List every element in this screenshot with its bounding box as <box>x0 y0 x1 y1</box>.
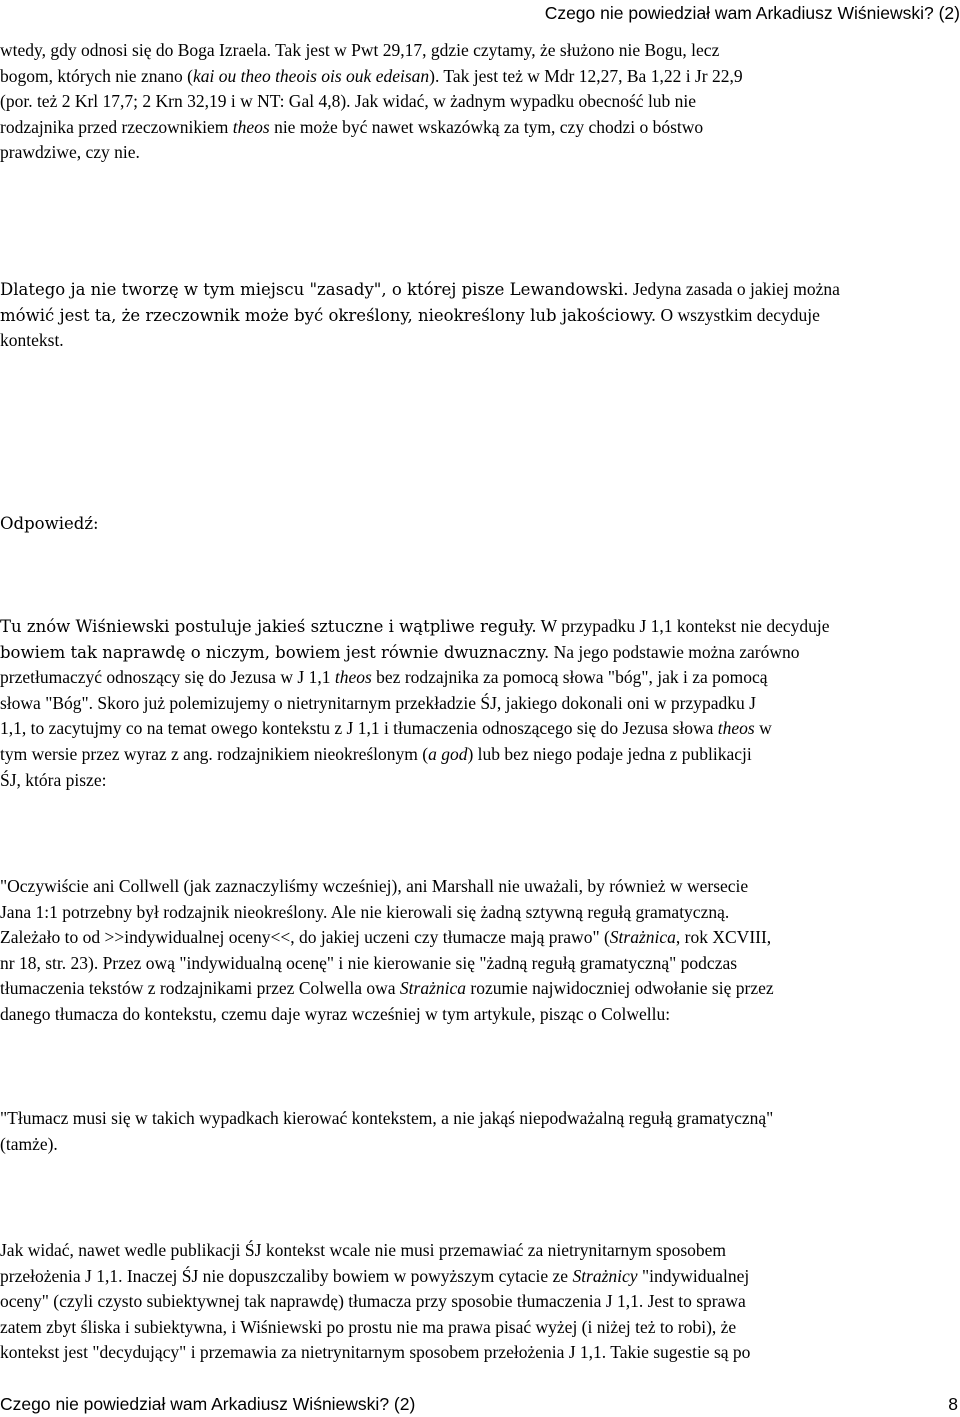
text-run: bowiem tak naprawdę o niczym, bowiem jest równie dwuznaczny. <box>0 642 550 662</box>
text-run: Jedyna zasada o jakiej można <box>632 279 840 299</box>
text-run: W przypadku J 1,1 kontekst nie decyduje <box>540 616 830 636</box>
paragraph-2 <box>0 277 960 354</box>
italic-title: Strażnica <box>399 978 467 999</box>
paragraph-7 <box>0 1238 960 1366</box>
text-run: w tym wersie przez wyraz z ang. rodzajnikiem nieokreślonym ( <box>0 718 772 764</box>
text-run: Na jego podstawie można zarówno przetłumaczyć odnoszący się do Jezusa w J 1,1 <box>0 641 800 688</box>
italic-title: Strażnica <box>609 927 676 948</box>
answer-heading <box>0 511 960 537</box>
italic-term: theos <box>717 718 755 739</box>
italic-term: theos <box>334 667 372 688</box>
text-run: ) lub bez niego podaje jedna z publikacji ŚJ, która pisze: <box>0 743 752 790</box>
italic-title: Strażnicy <box>572 1265 638 1286</box>
text-run: nie może być nawet wskazówką za tym, czy chodzi o bóstwo prawdziwe, czy nie. <box>0 116 704 163</box>
text-run: O wszystkim decyduje kontekst. <box>0 304 820 351</box>
text-run: mówić jest ta, że rzeczownik może być określony, nieokreślony lub jakościowy. <box>0 305 657 325</box>
text-run: "indywidualnej oceny" (czyli czysto subiektywnej tak naprawdę) tłumacza przy sposobie tłumaczenia J 1,1. Jest to sprawa zatem zbyt śliska i subiektywna, i Wiśniewski po prostu nie ma prawa pisać wyżej (i niżej też to robi), że kontekst jest "decydujący" i przemawia za nietrynitarnym sposobem przełożenia J 1,1. Takie sugestie są po <box>0 1265 751 1363</box>
text-run: , rok XCVIII, nr 18, str. 23). Przez ową "indywidualną ocenę" i nie kierowanie się "żadną regułą gramatyczną" podczas tłumaczenia tekstów z rodzajnikami przez Colwella owa <box>0 927 772 999</box>
text-run: wtedy, gdy odnosi się do Boga Izraela. Tak jest w Pwt 29,17, gdzie czytamy, że służono nie Bogu, lecz bogom, których nie znano ( <box>0 40 720 86</box>
quote-paragraph-2 <box>0 1106 960 1157</box>
paragraph-1 <box>0 38 960 166</box>
italic-term: theos <box>232 116 270 137</box>
paragraph-4 <box>0 614 960 793</box>
page-number: 8 <box>948 1394 958 1414</box>
text-run: "Oczywiście ani Collwell (jak zaznaczyliśmy wcześniej), ani Marshall nie uważali, by również w wersecie Jana 1:1 potrzebny był rodzajnik nieokreślony. Ale nie kierowali się żadną sztywną regułą gramatyczną. Zależało to od >>indywidualnej oceny<<, do jakiej uczeni czy tłumacze mają prawo" ( <box>0 876 749 948</box>
text-run: Odpowiedź: <box>0 514 99 533</box>
text-run: Tu znów Wiśniewski postuluje jakieś sztuczne i wątpliwe reguły. <box>0 617 537 636</box>
text-run: bez rodzajnika za pomocą słowa "bóg", jak i za pomocą słowa "Bóg". Skoro już polemizujemy o nietrynitarnym przekładzie ŚJ, jakiego dokonali oni w przypadku J 1,1, to zacytujmy co na temat owego kontekstu z J 1,1 i tłumaczenia odnoszącego się do Jezusa słowa <box>0 667 768 739</box>
page-footer <box>0 1392 960 1417</box>
text-run: rozumie najwidoczniej odwołanie się przez danego tłumacza do kontekstu, czemu daje wyraz wcześniej w tym artykule, pisząc o Colwellu: <box>0 978 774 1024</box>
italic-term: a god <box>428 743 468 764</box>
text-run: Dlatego ja nie tworzę w tym miejscu "zasady", o której pisze Lewandowski. <box>0 280 629 299</box>
text-run: Jak widać, nawet wedle publikacji ŚJ kontekst wcale nie musi przemawiać za nietrynitarnym sposobem przełożenia J 1,1. Inaczej ŚJ nie dopuszczaliby bowiem w powyższym cytacie ze <box>0 1240 727 1286</box>
italic-greek-phrase: kai ou theo theois ois ouk edeisan <box>192 65 430 86</box>
footer-title: Czego nie powiedział wam Arkadiusz Wiśniewski? (2) <box>0 1394 416 1414</box>
page-header-title: Czego nie powiedział wam Arkadiusz Wiśniewski? (2) <box>544 3 960 23</box>
text-run: ). Tak jest też w Mdr 12,27, Ba 1,22 i Jr 22,9 (por. też 2 Krl 17,7; 2 Krn 32,19 i w NT: Gal 4,8). Jak widać, w żadnym wypadku obecność lub nie rodzajnika przed rzeczownikiem <box>0 65 743 137</box>
text-run: "Tłumacz musi się w takich wypadkach kierować kontekstem, a nie jakąś niepodważalną regułą gramatyczną" (tamże). <box>0 1108 774 1154</box>
quote-paragraph-1 <box>0 874 960 1028</box>
